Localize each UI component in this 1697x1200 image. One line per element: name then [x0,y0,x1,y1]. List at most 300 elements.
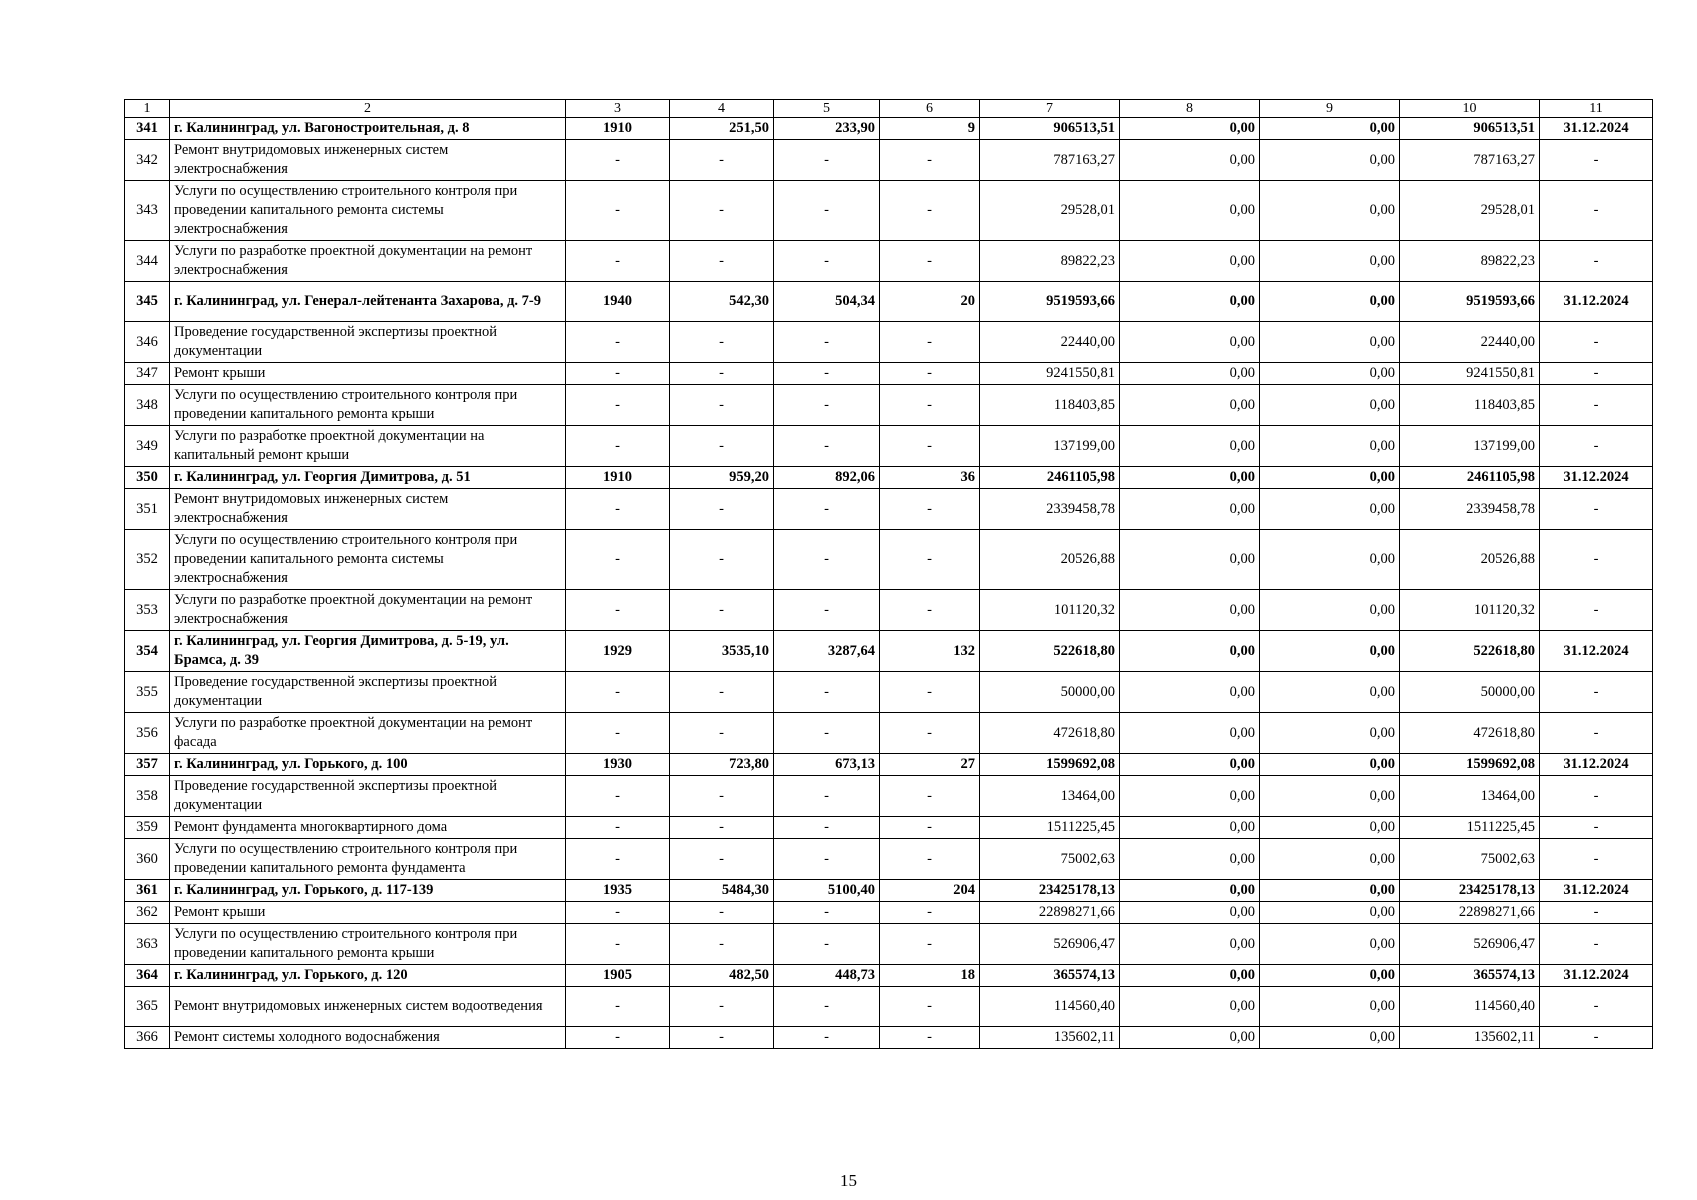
fund-b-cell: 0,00 [1260,631,1400,672]
owners-funds-cell: 29528,01 [1400,181,1540,241]
completion-date-cell: - [1540,241,1653,282]
column-header: 8 [1120,100,1260,118]
fund-a-cell: 0,00 [1120,1027,1260,1049]
object-name: г. Калининград, ул. Горького, д. 120 [170,965,566,987]
fund-a-cell: 0,00 [1120,140,1260,181]
completion-date-cell: - [1540,322,1653,363]
fund-a-cell: 0,00 [1120,924,1260,965]
work-item-row [125,363,1653,385]
completion-date-cell: - [1540,902,1653,924]
fund-b-cell: 0,00 [1260,880,1400,902]
year-cell: - [566,530,670,590]
object-name: Услуги по осуществлению строительного контроля при проведении капитального ремонта крыши [170,385,566,426]
object-name: Проведение государственной экспертизы проектной документации [170,672,566,713]
column-header: 2 [170,100,566,118]
year-cell: - [566,590,670,631]
total-area-cell: - [670,241,774,282]
completion-date-cell: - [1540,140,1653,181]
fund-b-cell: 0,00 [1260,118,1400,140]
object-name: Услуги по осуществлению строительного контроля при проведении капитального ремонта крыши [170,924,566,965]
completion-date-cell: - [1540,363,1653,385]
register-sheet [124,99,1652,1049]
residents-cell: - [880,590,980,631]
completion-date-cell: 31.12.2024 [1540,631,1653,672]
total-cost-cell: 9519593,66 [980,282,1120,322]
row-number: 347 [125,363,170,385]
fund-b-cell: 0,00 [1260,672,1400,713]
year-cell: - [566,241,670,282]
living-area-cell: - [774,1027,880,1049]
living-area-cell: - [774,489,880,530]
residents-cell: - [880,902,980,924]
object-name: г. Калининград, ул. Горького, д. 100 [170,754,566,776]
total-area-cell: - [670,713,774,754]
fund-a-cell: 0,00 [1120,282,1260,322]
work-item-row [125,817,1653,839]
object-name: Услуги по разработке проектной документации на ремонт фасада [170,713,566,754]
total-cost-cell: 20526,88 [980,530,1120,590]
fund-a-cell: 0,00 [1120,880,1260,902]
object-name: Ремонт крыши [170,363,566,385]
total-area-cell: - [670,363,774,385]
living-area-cell: - [774,817,880,839]
row-number: 362 [125,902,170,924]
object-name: г. Калининград, ул. Генерал-лейтенанта Захарова, д. 7-9 [170,282,566,322]
owners-funds-cell: 522618,80 [1400,631,1540,672]
building-row [125,965,1653,987]
year-cell: 1910 [566,118,670,140]
work-item-row [125,902,1653,924]
living-area-cell: - [774,322,880,363]
total-cost-cell: 787163,27 [980,140,1120,181]
living-area-cell: - [774,924,880,965]
row-number: 361 [125,880,170,902]
total-cost-cell: 75002,63 [980,839,1120,880]
fund-a-cell: 0,00 [1120,902,1260,924]
completion-date-cell: - [1540,987,1653,1027]
total-area-cell: - [670,924,774,965]
row-number: 360 [125,839,170,880]
living-area-cell: - [774,426,880,467]
completion-date-cell: - [1540,817,1653,839]
year-cell: - [566,385,670,426]
row-number: 352 [125,530,170,590]
row-number: 343 [125,181,170,241]
living-area-cell: 3287,64 [774,631,880,672]
living-area-cell: - [774,776,880,817]
column-header: 3 [566,100,670,118]
column-header-row [125,100,1653,118]
year-cell: - [566,672,670,713]
fund-b-cell: 0,00 [1260,1027,1400,1049]
object-name: Ремонт внутридомовых инженерных систем электроснабжения [170,140,566,181]
living-area-cell: - [774,181,880,241]
residents-cell: - [880,385,980,426]
completion-date-cell: - [1540,713,1653,754]
repair-register-table [124,99,1653,1049]
fund-b-cell: 0,00 [1260,282,1400,322]
residents-cell: 204 [880,880,980,902]
fund-b-cell: 0,00 [1260,590,1400,631]
fund-a-cell: 0,00 [1120,776,1260,817]
row-number: 364 [125,965,170,987]
fund-b-cell: 0,00 [1260,467,1400,489]
year-cell: - [566,924,670,965]
year-cell: - [566,489,670,530]
residents-cell: - [880,817,980,839]
fund-b-cell: 0,00 [1260,489,1400,530]
total-cost-cell: 135602,11 [980,1027,1120,1049]
residents-cell: 9 [880,118,980,140]
residents-cell: - [880,530,980,590]
work-item-row [125,530,1653,590]
total-cost-cell: 2339458,78 [980,489,1120,530]
fund-b-cell: 0,00 [1260,924,1400,965]
owners-funds-cell: 906513,51 [1400,118,1540,140]
living-area-cell: 673,13 [774,754,880,776]
living-area-cell: - [774,385,880,426]
total-area-cell: - [670,987,774,1027]
total-cost-cell: 114560,40 [980,987,1120,1027]
living-area-cell: 892,06 [774,467,880,489]
fund-a-cell: 0,00 [1120,426,1260,467]
object-name: Услуги по разработке проектной документации на ремонт электроснабжения [170,590,566,631]
total-area-cell: - [670,817,774,839]
row-number: 359 [125,817,170,839]
row-number: 354 [125,631,170,672]
living-area-cell: 504,34 [774,282,880,322]
owners-funds-cell: 9519593,66 [1400,282,1540,322]
object-name: Услуги по осуществлению строительного контроля при проведении капитального ремонта фундамента [170,839,566,880]
residents-cell: 36 [880,467,980,489]
work-item-row [125,140,1653,181]
residents-cell: - [880,140,980,181]
residents-cell: 20 [880,282,980,322]
total-area-cell: 482,50 [670,965,774,987]
fund-b-cell: 0,00 [1260,817,1400,839]
living-area-cell: - [774,672,880,713]
fund-a-cell: 0,00 [1120,241,1260,282]
building-row [125,631,1653,672]
fund-b-cell: 0,00 [1260,140,1400,181]
owners-funds-cell: 20526,88 [1400,530,1540,590]
owners-funds-cell: 75002,63 [1400,839,1540,880]
residents-cell: - [880,489,980,530]
page-number: 15 [840,1171,857,1190]
row-number: 348 [125,385,170,426]
total-area-cell: - [670,902,774,924]
year-cell: 1910 [566,467,670,489]
year-cell: - [566,713,670,754]
completion-date-cell: - [1540,924,1653,965]
object-name: г. Калининград, ул. Георгия Димитрова, д. 5-19, ул. Брамса, д. 39 [170,631,566,672]
column-header: 5 [774,100,880,118]
total-cost-cell: 101120,32 [980,590,1120,631]
fund-b-cell: 0,00 [1260,322,1400,363]
residents-cell: - [880,672,980,713]
total-cost-cell: 89822,23 [980,241,1120,282]
work-item-row [125,590,1653,631]
total-cost-cell: 365574,13 [980,965,1120,987]
building-row [125,754,1653,776]
fund-a-cell: 0,00 [1120,713,1260,754]
object-name: Услуги по осуществлению строительного контроля при проведении капитального ремонта системы электроснабжения [170,530,566,590]
work-item-row [125,924,1653,965]
year-cell: - [566,839,670,880]
year-cell: 1935 [566,880,670,902]
residents-cell: - [880,713,980,754]
total-cost-cell: 9241550,81 [980,363,1120,385]
year-cell: - [566,817,670,839]
row-number: 356 [125,713,170,754]
object-name: Услуги по осуществлению строительного контроля при проведении капитального ремонта системы электроснабжения [170,181,566,241]
object-name: Проведение государственной экспертизы проектной документации [170,776,566,817]
work-item-row [125,241,1653,282]
completion-date-cell: 31.12.2024 [1540,880,1653,902]
residents-cell: - [880,322,980,363]
completion-date-cell: - [1540,426,1653,467]
year-cell: - [566,181,670,241]
fund-b-cell: 0,00 [1260,363,1400,385]
total-cost-cell: 1511225,45 [980,817,1120,839]
residents-cell: 132 [880,631,980,672]
residents-cell: - [880,1027,980,1049]
living-area-cell: 448,73 [774,965,880,987]
total-area-cell: 959,20 [670,467,774,489]
fund-b-cell: 0,00 [1260,776,1400,817]
row-number: 351 [125,489,170,530]
work-item-row [125,672,1653,713]
fund-a-cell: 0,00 [1120,489,1260,530]
fund-a-cell: 0,00 [1120,754,1260,776]
total-cost-cell: 526906,47 [980,924,1120,965]
total-cost-cell: 50000,00 [980,672,1120,713]
building-row [125,118,1653,140]
completion-date-cell: 31.12.2024 [1540,965,1653,987]
living-area-cell: - [774,363,880,385]
object-name: Ремонт крыши [170,902,566,924]
total-cost-cell: 472618,80 [980,713,1120,754]
completion-date-cell: - [1540,590,1653,631]
completion-date-cell: 31.12.2024 [1540,282,1653,322]
owners-funds-cell: 2339458,78 [1400,489,1540,530]
owners-funds-cell: 89822,23 [1400,241,1540,282]
fund-b-cell: 0,00 [1260,385,1400,426]
year-cell: - [566,140,670,181]
object-name: Ремонт внутридомовых инженерных систем водоотведения [170,987,566,1027]
owners-funds-cell: 526906,47 [1400,924,1540,965]
fund-a-cell: 0,00 [1120,322,1260,363]
row-number: 357 [125,754,170,776]
fund-b-cell: 0,00 [1260,530,1400,590]
fund-b-cell: 0,00 [1260,902,1400,924]
row-number: 346 [125,322,170,363]
total-area-cell: - [670,322,774,363]
column-header: 1 [125,100,170,118]
total-area-cell: - [670,672,774,713]
work-item-row [125,181,1653,241]
year-cell: - [566,1027,670,1049]
object-name: Ремонт системы холодного водоснабжения [170,1027,566,1049]
year-cell: - [566,363,670,385]
object-name: Проведение государственной экспертизы проектной документации [170,322,566,363]
year-cell: - [566,426,670,467]
total-area-cell: - [670,181,774,241]
owners-funds-cell: 787163,27 [1400,140,1540,181]
total-area-cell: - [670,385,774,426]
completion-date-cell: - [1540,839,1653,880]
object-name: Ремонт фундамента многоквартирного дома [170,817,566,839]
fund-a-cell: 0,00 [1120,467,1260,489]
residents-cell: - [880,924,980,965]
total-area-cell: - [670,776,774,817]
total-area-cell: 251,50 [670,118,774,140]
year-cell: 1930 [566,754,670,776]
fund-b-cell: 0,00 [1260,839,1400,880]
total-cost-cell: 2461105,98 [980,467,1120,489]
total-area-cell: - [670,530,774,590]
work-item-row [125,426,1653,467]
fund-b-cell: 0,00 [1260,754,1400,776]
fund-b-cell: 0,00 [1260,713,1400,754]
completion-date-cell: 31.12.2024 [1540,467,1653,489]
total-area-cell: - [670,426,774,467]
living-area-cell: - [774,530,880,590]
object-name: Услуги по разработке проектной документации на ремонт электроснабжения [170,241,566,282]
work-item-row [125,322,1653,363]
owners-funds-cell: 472618,80 [1400,713,1540,754]
work-item-row [125,776,1653,817]
fund-a-cell: 0,00 [1120,631,1260,672]
table-body [125,100,1653,1049]
owners-funds-cell: 50000,00 [1400,672,1540,713]
owners-funds-cell: 114560,40 [1400,987,1540,1027]
total-cost-cell: 13464,00 [980,776,1120,817]
owners-funds-cell: 118403,85 [1400,385,1540,426]
total-area-cell: - [670,839,774,880]
total-cost-cell: 1599692,08 [980,754,1120,776]
fund-a-cell: 0,00 [1120,839,1260,880]
row-number: 350 [125,467,170,489]
total-cost-cell: 522618,80 [980,631,1120,672]
residents-cell: - [880,241,980,282]
row-number: 342 [125,140,170,181]
fund-a-cell: 0,00 [1120,965,1260,987]
living-area-cell: - [774,902,880,924]
owners-funds-cell: 1511225,45 [1400,817,1540,839]
year-cell: 1940 [566,282,670,322]
owners-funds-cell: 1599692,08 [1400,754,1540,776]
object-name: г. Калининград, ул. Горького, д. 117-139 [170,880,566,902]
total-cost-cell: 906513,51 [980,118,1120,140]
row-number: 365 [125,987,170,1027]
fund-a-cell: 0,00 [1120,118,1260,140]
residents-cell: - [880,839,980,880]
row-number: 366 [125,1027,170,1049]
completion-date-cell: - [1540,181,1653,241]
owners-funds-cell: 101120,32 [1400,590,1540,631]
row-number: 363 [125,924,170,965]
year-cell: - [566,322,670,363]
row-number: 344 [125,241,170,282]
living-area-cell: - [774,987,880,1027]
fund-b-cell: 0,00 [1260,241,1400,282]
completion-date-cell: - [1540,776,1653,817]
column-header: 6 [880,100,980,118]
fund-b-cell: 0,00 [1260,987,1400,1027]
year-cell: - [566,987,670,1027]
column-header: 4 [670,100,774,118]
living-area-cell: - [774,140,880,181]
owners-funds-cell: 2461105,98 [1400,467,1540,489]
residents-cell: 27 [880,754,980,776]
living-area-cell: 233,90 [774,118,880,140]
column-header: 7 [980,100,1120,118]
total-cost-cell: 23425178,13 [980,880,1120,902]
object-name: г. Калининград, ул. Георгия Димитрова, д. 51 [170,467,566,489]
completion-date-cell: 31.12.2024 [1540,118,1653,140]
work-item-row [125,713,1653,754]
residents-cell: - [880,426,980,467]
total-cost-cell: 118403,85 [980,385,1120,426]
row-number: 353 [125,590,170,631]
total-cost-cell: 22898271,66 [980,902,1120,924]
year-cell: - [566,902,670,924]
total-cost-cell: 29528,01 [980,181,1120,241]
row-number: 355 [125,672,170,713]
fund-b-cell: 0,00 [1260,181,1400,241]
year-cell: - [566,776,670,817]
completion-date-cell: - [1540,672,1653,713]
living-area-cell: - [774,241,880,282]
fund-a-cell: 0,00 [1120,385,1260,426]
row-number: 345 [125,282,170,322]
building-row [125,467,1653,489]
total-cost-cell: 22440,00 [980,322,1120,363]
owners-funds-cell: 9241550,81 [1400,363,1540,385]
fund-a-cell: 0,00 [1120,590,1260,631]
object-name: Ремонт внутридомовых инженерных систем электроснабжения [170,489,566,530]
living-area-cell: - [774,839,880,880]
fund-a-cell: 0,00 [1120,363,1260,385]
work-item-row [125,987,1653,1027]
fund-b-cell: 0,00 [1260,965,1400,987]
column-header: 11 [1540,100,1653,118]
completion-date-cell: - [1540,385,1653,426]
total-area-cell: - [670,140,774,181]
total-area-cell: - [670,590,774,631]
residents-cell: 18 [880,965,980,987]
living-area-cell: 5100,40 [774,880,880,902]
column-header: 9 [1260,100,1400,118]
residents-cell: - [880,987,980,1027]
completion-date-cell: - [1540,489,1653,530]
object-name: г. Калининград, ул. Вагоностроительная, д. 8 [170,118,566,140]
work-item-row [125,489,1653,530]
work-item-row [125,839,1653,880]
owners-funds-cell: 22440,00 [1400,322,1540,363]
fund-a-cell: 0,00 [1120,530,1260,590]
building-row [125,282,1653,322]
total-area-cell: - [670,489,774,530]
fund-a-cell: 0,00 [1120,181,1260,241]
residents-cell: - [880,181,980,241]
building-row [125,880,1653,902]
work-item-row [125,385,1653,426]
owners-funds-cell: 13464,00 [1400,776,1540,817]
residents-cell: - [880,363,980,385]
total-area-cell: 542,30 [670,282,774,322]
